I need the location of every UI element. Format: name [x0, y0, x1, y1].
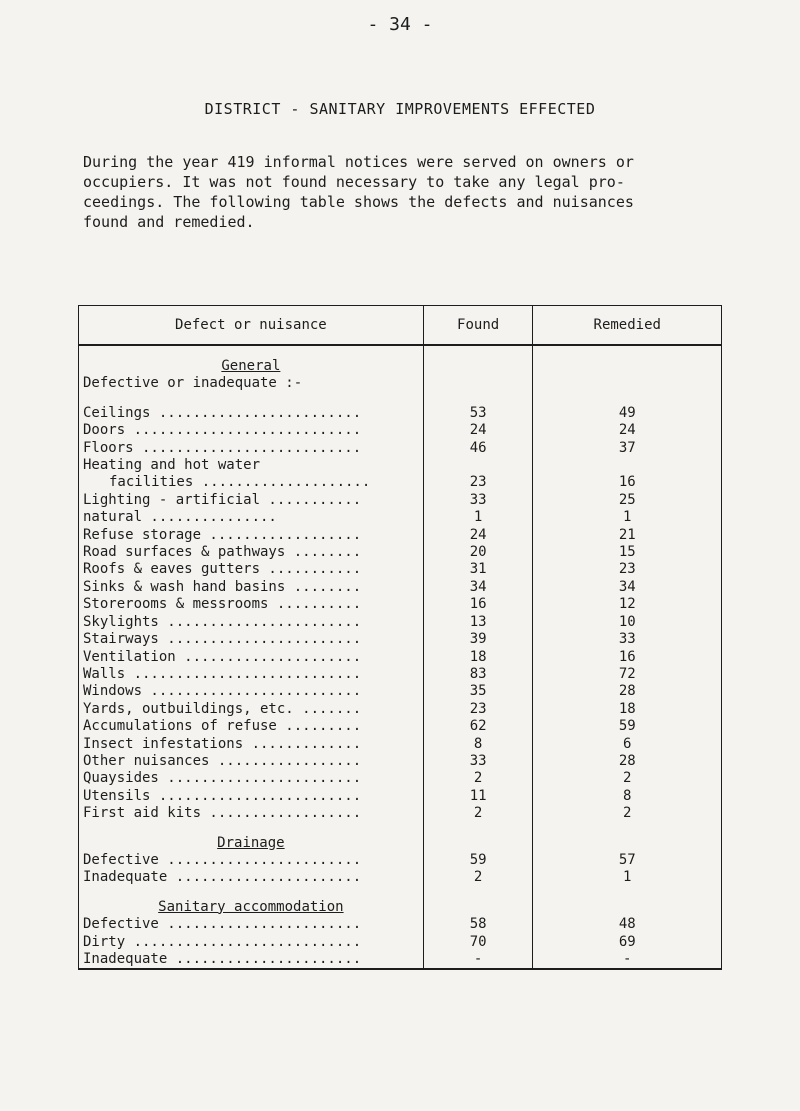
table-row	[79, 701, 722, 718]
table-row	[79, 631, 722, 648]
section-heading: General	[79, 358, 424, 375]
found-value: 62	[423, 718, 533, 735]
spacer-row	[79, 823, 722, 835]
table-row	[79, 474, 722, 491]
defect-label: Storerooms & messrooms ..........	[79, 596, 424, 613]
defect-label: Inadequate ......................	[79, 951, 424, 969]
remedied-value: 16	[533, 649, 722, 666]
remedied-value: 23	[533, 561, 722, 578]
remedied-value: 24	[533, 422, 722, 439]
defect-label: Doors ...........................	[79, 422, 424, 439]
table-row	[79, 579, 722, 596]
page-number: - 34 -	[367, 14, 433, 35]
found-value: 83	[423, 666, 533, 683]
defect-label: Accumulations of refuse .........	[79, 718, 424, 735]
defect-label: Lighting - artificial ...........	[79, 492, 424, 509]
defect-label: Defective .......................	[79, 916, 424, 933]
found-value: 35	[423, 683, 533, 700]
page-title: DISTRICT - SANITARY IMPROVEMENTS EFFECTED	[204, 100, 596, 118]
spacer-row	[79, 345, 722, 358]
subheading-label: Heating and hot water	[79, 457, 424, 474]
defect-label: First aid kits ..................	[79, 805, 424, 822]
defect-label: Road surfaces & pathways ........	[79, 544, 424, 561]
found-value: 18	[423, 649, 533, 666]
remedied-value: 59	[533, 718, 722, 735]
found-value: 46	[423, 440, 533, 457]
defect-label: Yards, outbuildings, etc. .......	[79, 701, 424, 718]
found-value: 2	[423, 869, 533, 886]
found-value: 16	[423, 596, 533, 613]
table-row	[79, 916, 722, 933]
table-row	[79, 649, 722, 666]
table-row	[79, 951, 722, 969]
defect-label: Sinks & wash hand basins ........	[79, 579, 424, 596]
subheading-row	[79, 375, 722, 392]
table-row	[79, 770, 722, 787]
defect-label: facilities ....................	[79, 474, 424, 491]
table-row	[79, 509, 722, 526]
table-row	[79, 788, 722, 805]
remedied-value: 48	[533, 916, 722, 933]
found-value: 13	[423, 614, 533, 631]
intro-paragraph: During the year 419 informal notices were served on owners or occupiers. It was not found necessary to take any legal pro- ceedings. The following table shows the defects and nuisances found and remedied.	[83, 153, 634, 231]
table-row	[79, 561, 722, 578]
header-remedied: Remedied	[533, 306, 722, 346]
defect-label: Stairways .......................	[79, 631, 424, 648]
remedied-value: 33	[533, 631, 722, 648]
remedied-value: 49	[533, 405, 722, 422]
remedied-value: 1	[533, 869, 722, 886]
defect-label: Dirty ...........................	[79, 934, 424, 951]
remedied-value: 10	[533, 614, 722, 631]
remedied-value: 28	[533, 753, 722, 770]
remedied-value: 69	[533, 934, 722, 951]
table-header-row	[79, 306, 722, 346]
found-value: 20	[423, 544, 533, 561]
remedied-value: 28	[533, 683, 722, 700]
section-heading-row	[79, 358, 722, 375]
defect-label: Inadequate ......................	[79, 869, 424, 886]
defect-label: Insect infestations .............	[79, 736, 424, 753]
found-value: 34	[423, 579, 533, 596]
found-value: 23	[423, 474, 533, 491]
remedied-value: -	[533, 951, 722, 969]
found-value: 23	[423, 701, 533, 718]
table-row	[79, 544, 722, 561]
remedied-value: 2	[533, 805, 722, 822]
section-heading-row	[79, 835, 722, 852]
found-value: -	[423, 951, 533, 969]
defect-label: Quaysides .......................	[79, 770, 424, 787]
remedied-value: 6	[533, 736, 722, 753]
remedied-value: 34	[533, 579, 722, 596]
found-value: 58	[423, 916, 533, 933]
table-row	[79, 852, 722, 869]
table-row	[79, 666, 722, 683]
defect-label: Skylights .......................	[79, 614, 424, 631]
remedied-value: 21	[533, 527, 722, 544]
defect-label: natural ...............	[79, 509, 424, 526]
found-value: 31	[423, 561, 533, 578]
remedied-value: 25	[533, 492, 722, 509]
table-row	[79, 596, 722, 613]
found-value: 24	[423, 422, 533, 439]
remedied-value: 57	[533, 852, 722, 869]
found-value: 11	[423, 788, 533, 805]
remedied-value: 2	[533, 770, 722, 787]
spacer-row	[79, 887, 722, 899]
table-row	[79, 683, 722, 700]
table-row	[79, 753, 722, 770]
remedied-value: 37	[533, 440, 722, 457]
table-row	[79, 492, 722, 509]
remedied-value: 1	[533, 509, 722, 526]
table-row	[79, 405, 722, 422]
table-row	[79, 736, 722, 753]
remedied-value: 18	[533, 701, 722, 718]
remedied-value: 8	[533, 788, 722, 805]
found-value: 33	[423, 753, 533, 770]
section-heading: Sanitary accommodation	[79, 899, 424, 916]
defect-label: Floors ..........................	[79, 440, 424, 457]
table-body	[79, 345, 722, 969]
defect-label: Walls ...........................	[79, 666, 424, 683]
found-value: 1	[423, 509, 533, 526]
defect-label: Defective .......................	[79, 852, 424, 869]
defect-label: Ventilation .....................	[79, 649, 424, 666]
defect-label: Roofs & eaves gutters ...........	[79, 561, 424, 578]
defect-label: Utensils ........................	[79, 788, 424, 805]
spacer-row	[79, 393, 722, 405]
table-row	[79, 869, 722, 886]
table-row	[79, 422, 722, 439]
subheading-row	[79, 457, 722, 474]
defect-label: Windows .........................	[79, 683, 424, 700]
found-value: 59	[423, 852, 533, 869]
found-value: 53	[423, 405, 533, 422]
defects-table	[78, 305, 722, 970]
section-heading: Drainage	[79, 835, 424, 852]
header-found: Found	[423, 306, 533, 346]
defect-label: Ceilings ........................	[79, 405, 424, 422]
found-value: 8	[423, 736, 533, 753]
header-defect: Defect or nuisance	[79, 306, 424, 346]
remedied-value: 12	[533, 596, 722, 613]
table-row	[79, 805, 722, 822]
found-value: 33	[423, 492, 533, 509]
found-value: 70	[423, 934, 533, 951]
table-row	[79, 718, 722, 735]
table-row	[79, 614, 722, 631]
table-row	[79, 934, 722, 951]
subheading-label: Defective or inadequate :-	[79, 375, 424, 392]
remedied-value: 72	[533, 666, 722, 683]
found-value: 24	[423, 527, 533, 544]
defect-label: Other nuisances .................	[79, 753, 424, 770]
section-heading-row	[79, 899, 722, 916]
remedied-value: 15	[533, 544, 722, 561]
defect-label: Refuse storage ..................	[79, 527, 424, 544]
table-row	[79, 440, 722, 457]
remedied-value: 16	[533, 474, 722, 491]
found-value: 2	[423, 805, 533, 822]
found-value: 2	[423, 770, 533, 787]
table-row	[79, 527, 722, 544]
found-value: 39	[423, 631, 533, 648]
